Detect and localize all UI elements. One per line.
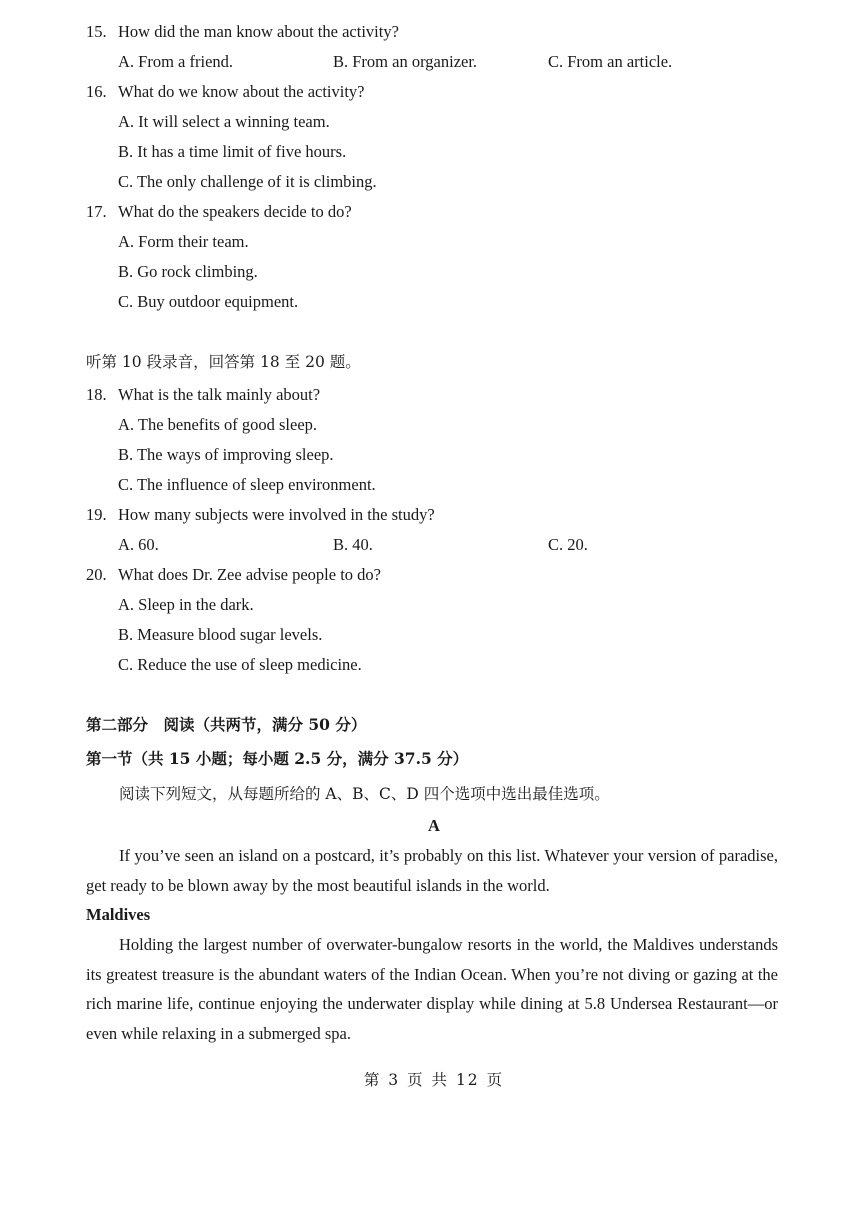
question-text: What do the speakers decide to do? (118, 202, 352, 221)
question-number: 20. (86, 565, 107, 584)
option-b: B. 40. (333, 535, 373, 554)
section-10-instruction: 听第 10 段录音，回答第 18 至 20 题。 (86, 353, 361, 371)
option-c: C. Buy outdoor equipment. (118, 292, 299, 311)
option-a: A. 60. (118, 535, 159, 554)
question-number: 16. (86, 82, 107, 101)
passage-letter: A (428, 816, 440, 835)
option-b: B. From an organizer. (333, 52, 478, 71)
question-number: 17. (86, 202, 107, 221)
option-c: C. The only challenge of it is climbing. (118, 172, 377, 191)
question-number: 18. (86, 385, 107, 404)
question-text: How did the man know about the activity? (118, 22, 399, 41)
question-text: What does Dr. Zee advise people to do? (118, 565, 381, 584)
option-c: C. Reduce the use of sleep medicine. (118, 655, 362, 674)
option-b: B. Measure blood sugar levels. (118, 625, 323, 644)
section-1-heading: 第一节（共 15 小题；每小题 2.5 分，满分 37.5 分） (86, 749, 469, 768)
option-b: B. Go rock climbing. (118, 262, 258, 281)
question-text: How many subjects were involved in the study? (118, 505, 435, 524)
option-a: A. The benefits of good sleep. (118, 415, 318, 434)
option-a: A. Sleep in the dark. (118, 595, 254, 614)
page-footer: 第 3 页 共 12 页 (363, 1071, 505, 1089)
option-a: A. From a friend. (118, 52, 234, 71)
reading-instruction: 阅读下列短文，从每题所给的 A、B、C、D 四个选项中选出最佳选项。 (119, 785, 610, 803)
question-text: What do we know about the activity? (118, 82, 365, 101)
option-c: C. The influence of sleep environment. (118, 475, 376, 494)
intro-paragraph: If you’ve seen an island on a postcard, it’s probably on this list. Whatever your version of paradise, get ready to be blown away by the most beautiful islands in the world. (86, 846, 778, 895)
maldives-heading: Maldives (86, 905, 151, 924)
question-number: 19. (86, 505, 107, 524)
option-b: B. It has a time limit of five hours. (118, 142, 347, 161)
option-a: A. It will select a winning team. (118, 112, 330, 131)
question-text: What is the talk mainly about? (118, 385, 321, 404)
option-c: C. 20. (548, 535, 588, 554)
option-c: C. From an article. (548, 52, 673, 71)
question-number: 15. (86, 22, 107, 41)
option-a: A. Form their team. (118, 232, 249, 251)
part-2-heading: 第二部分 阅读（共两节，满分 50 分） (86, 715, 367, 734)
option-b: B. The ways of improving sleep. (118, 445, 334, 464)
maldives-paragraph: Holding the largest number of overwater-bungalow resorts in the world, the Maldives understands its greatest treasure is the abundant waters of the Indian Ocean. When you’re not diving or gazing at the rich marine life, continue enjoying the underwater display while dining at 5.8 Undersea Restaurant—or even while relaxing in a submerged spa. (86, 935, 778, 1043)
